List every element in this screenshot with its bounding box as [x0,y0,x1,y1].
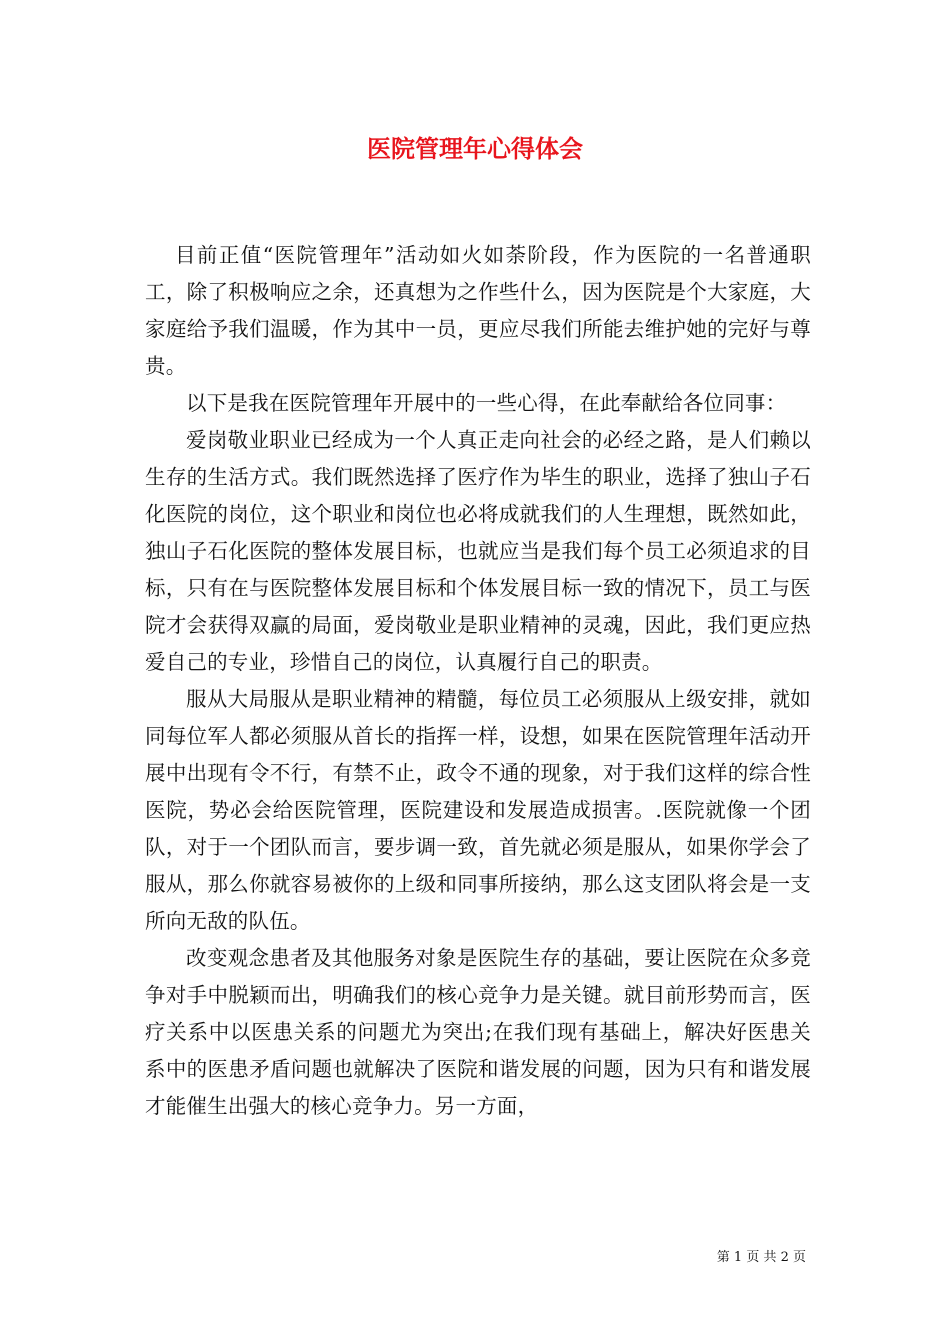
document-title: 医院管理年心得体会 [367,134,583,163]
paragraph-intro: 目前正值“医院管理年”活动如火如荼阶段，作为医院的一名普通职工，除了积极响应之余，还真想为之作些什么，因为医院是个大家庭，大家庭给予我们温暖，作为其中一员，更应尽我们所能去维护她的完好与尊贵。 [145,243,811,378]
page-number-footer: 第 1 页 共 2 页 [716,1250,806,1265]
paragraph-change-mindset: 改变观念患者及其他服务对象是医院生存的基础，要让医院在众多竞争对手中脱颖而出，明确我们的核心竞争力是关键。就目前形势而言，医疗关系中以医患关系的问题尤为突出;在我们现有基础上，解决好医患关系中的医患矛盾问题也就解决了医院和谐发展的问题，因为只有和谐发展才能催生出强大的核心竞争力。另一方面， [145,946,811,1118]
document-body [145,237,811,1125]
paragraph-dedication: 爱岗敬业职业已经成为一个人真正走向社会的必经之路，是人们赖以生存的生活方式。我们既然选择了医疗作为毕生的职业，选择了独山子石化医院的岗位，这个职业和岗位也必将成就我们的人生理想，既然如此，独山子石化医院的整体发展目标，也就应当是我们每个员工必须追求的目标，只有在与医院整体发展目标和个体发展目标一致的情况下，员工与医院才会获得双赢的局面，爱岗敬业是职业精神的灵魂，因此，我们更应热爱自己的专业，珍惜自己的岗位，认真履行自己的职责。 [145,428,811,674]
paragraph-obedience: 服从大局服从是职业精神的精髓，每位员工必须服从上级安排，就如同每位军人都必须服从首长的指挥一样，设想，如果在医院管理年活动开展中出现有令不行，有禁不止，政令不通的现象，对于我们这样的综合性医院，势必会给医院管理，医院建设和发展造成损害。.医院就像一个团队，对于一个团队而言，要步调一致，首先就必须是服从，如果你学会了服从，那么你就容易被你的上级和同事所接纳，那么这支团队将会是一支所向无敌的队伍。 [145,687,811,933]
paragraph-preface: 以下是我在医院管理年开展中的一些心得，在此奉献给各位同事： [186,391,787,415]
